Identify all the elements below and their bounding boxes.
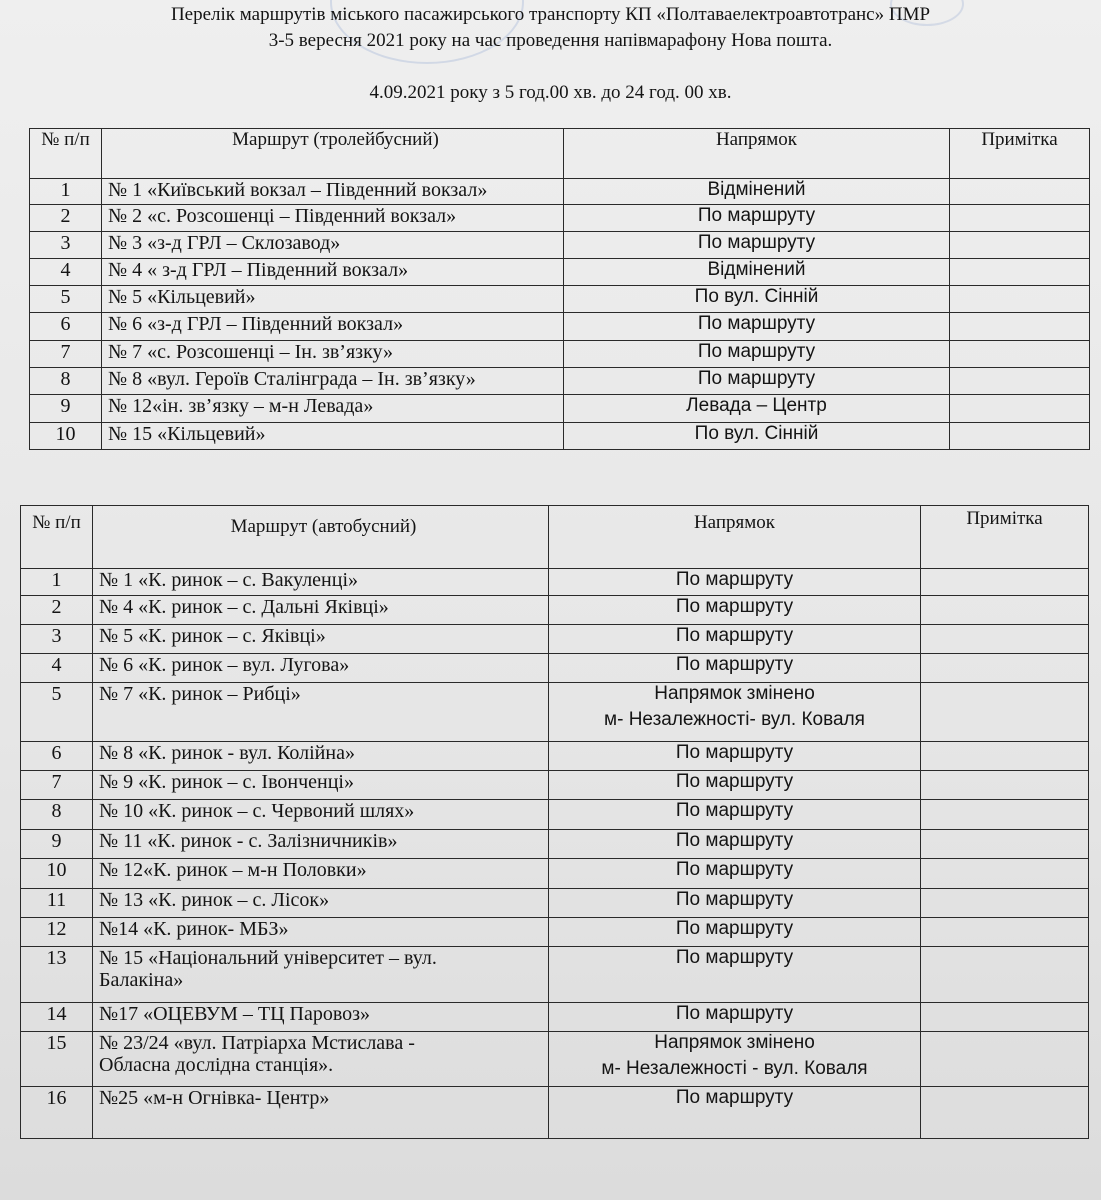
row-number: 5 <box>30 286 102 313</box>
row-route <box>102 205 564 232</box>
table-row <box>30 368 1090 395</box>
row-direction <box>549 1032 921 1087</box>
row-direction <box>549 1087 921 1139</box>
row-route <box>102 259 564 286</box>
row-route <box>93 947 549 1003</box>
header-route: Маршрут (автобусний) <box>93 506 549 569</box>
route-name-continued: Балакіна» <box>99 969 184 991</box>
row-route <box>93 771 549 800</box>
row-direction <box>549 569 921 596</box>
direction-text: Відмінений <box>707 179 806 200</box>
table-row <box>21 625 1089 654</box>
table-header-row <box>21 506 1089 569</box>
row-direction <box>549 625 921 654</box>
row-direction <box>564 205 950 232</box>
row-number: 13 <box>21 947 93 1003</box>
header-route: Маршрут (тролейбусний) <box>102 129 564 179</box>
row-number: 9 <box>21 830 93 859</box>
row-number: 1 <box>21 569 93 596</box>
row-number: 3 <box>30 232 102 259</box>
direction-text: По маршруту <box>675 596 794 617</box>
direction-text: По маршруту <box>697 313 816 334</box>
row-direction <box>549 859 921 889</box>
route-name: № 13 «К. ринок – с. Лісок» <box>99 889 330 911</box>
document-time-range: 4.09.2021 року з 5 год.00 хв. до 24 год. 00 хв. <box>369 82 732 103</box>
row-direction <box>564 286 950 313</box>
header-num: № п/п <box>21 506 93 569</box>
row-number: 12 <box>21 918 93 947</box>
route-name: № 10 «К. ринок – с. Червоний шлях» <box>99 800 415 822</box>
header-direction: Напрямок <box>549 506 921 569</box>
table-row <box>21 889 1089 918</box>
route-name: № 6 «з-д ГРЛ – Південний вокзал» <box>108 313 404 335</box>
direction-text: По вул. Сінній <box>694 423 819 444</box>
row-note <box>921 569 1089 596</box>
table-row <box>21 771 1089 800</box>
table-row <box>21 859 1089 889</box>
table-row <box>21 918 1089 947</box>
row-direction <box>549 947 921 1003</box>
row-number: 6 <box>30 313 102 341</box>
route-name: № 15 «Кільцевий» <box>108 423 266 445</box>
header-direction: Напрямок <box>564 129 950 179</box>
row-note <box>950 395 1090 423</box>
row-route <box>102 395 564 423</box>
row-number: 7 <box>30 341 102 368</box>
direction-text: Відмінений <box>707 259 806 280</box>
direction-text: По вул. Сінній <box>694 286 819 307</box>
row-note <box>921 683 1089 742</box>
row-route <box>93 800 549 830</box>
row-direction <box>564 368 950 395</box>
table-row <box>21 742 1089 771</box>
route-name: № 5 «К. ринок – с. Яківці» <box>99 625 326 647</box>
direction-text: Напрямок змінено <box>654 1032 815 1053</box>
row-number: 14 <box>21 1003 93 1032</box>
row-direction <box>549 654 921 683</box>
row-direction <box>549 596 921 625</box>
route-name: № 7 «К. ринок – Рибці» <box>99 683 301 705</box>
route-name: № 4 «К. ринок – с. Дальні Яківці» <box>99 596 389 618</box>
route-name: №14 «К. ринок- МБЗ» <box>99 918 289 940</box>
row-note <box>921 830 1089 859</box>
row-note <box>921 859 1089 889</box>
row-direction <box>549 742 921 771</box>
row-number: 3 <box>21 625 93 654</box>
direction-text: По маршруту <box>675 889 794 910</box>
table-row <box>21 683 1089 742</box>
table-row <box>30 423 1090 450</box>
row-number: 10 <box>21 859 93 889</box>
route-name: № 7 «с. Розсошенці – Ін. зв’язку» <box>108 341 393 363</box>
row-note <box>950 313 1090 341</box>
table-row <box>30 395 1090 423</box>
table-row <box>21 569 1089 596</box>
direction-text: По маршруту <box>675 625 794 646</box>
table-row <box>21 596 1089 625</box>
row-note <box>921 771 1089 800</box>
direction-text: По маршруту <box>675 654 794 675</box>
row-number: 5 <box>21 683 93 742</box>
route-name: № 8 «вул. Героїв Сталінграда – Ін. зв’язку» <box>108 368 476 390</box>
row-route <box>102 423 564 450</box>
row-note <box>921 654 1089 683</box>
direction-text: По маршруту <box>675 569 794 590</box>
row-note <box>921 1087 1089 1139</box>
direction-text: Напрямок змінено <box>654 683 815 704</box>
table-row <box>30 205 1090 232</box>
direction-text: По маршруту <box>675 830 794 851</box>
route-name: № 15 «Національний університет – вул. <box>99 947 437 969</box>
row-direction <box>549 800 921 830</box>
direction-text: По маршруту <box>675 918 794 939</box>
row-route <box>93 1032 549 1087</box>
row-number: 7 <box>21 771 93 800</box>
direction-text: По маршруту <box>675 947 794 968</box>
row-route <box>102 341 564 368</box>
route-name: № 3 «з-д ГРЛ – Склозавод» <box>108 232 341 254</box>
row-route <box>102 232 564 259</box>
row-direction <box>564 232 950 259</box>
direction-text-detail: м- Незалежності- вул. Коваля <box>604 709 865 730</box>
direction-text: Левада – Центр <box>686 395 827 416</box>
row-direction <box>549 918 921 947</box>
row-note <box>921 889 1089 918</box>
direction-text: По маршруту <box>675 800 794 821</box>
direction-text: По маршруту <box>675 742 794 763</box>
row-note <box>950 232 1090 259</box>
row-direction <box>549 683 921 742</box>
row-note <box>950 259 1090 286</box>
route-name-continued: Обласна дослідна станція». <box>99 1054 334 1076</box>
direction-text: По маршруту <box>675 1003 794 1024</box>
row-number: 6 <box>21 742 93 771</box>
row-number: 2 <box>30 205 102 232</box>
direction-text: По маршруту <box>675 1087 794 1108</box>
table-row <box>21 1087 1089 1139</box>
route-name: №17 «ОЦЕВУМ – ТЦ Паровоз» <box>99 1003 371 1025</box>
row-note <box>950 179 1090 205</box>
direction-text: По маршруту <box>697 232 816 253</box>
table-row <box>30 341 1090 368</box>
route-name: № 12«К. ринок – м-н Половки» <box>99 859 367 881</box>
row-route <box>102 179 564 205</box>
direction-text: По маршруту <box>675 771 794 792</box>
route-name: № 2 «с. Розсошенці – Південний вокзал» <box>108 205 457 227</box>
direction-text-detail: м- Незалежності - вул. Коваля <box>601 1058 868 1079</box>
table-row <box>30 259 1090 286</box>
row-number: 15 <box>21 1032 93 1087</box>
route-name: № 5 «Кільцевий» <box>108 286 256 308</box>
row-number: 16 <box>21 1087 93 1139</box>
row-direction <box>549 771 921 800</box>
row-direction <box>549 889 921 918</box>
route-name: № 12«ін. зв’язку – м-н Левада» <box>108 395 374 417</box>
row-direction <box>549 1003 921 1032</box>
table-row <box>30 313 1090 341</box>
table-row <box>21 800 1089 830</box>
row-number: 11 <box>21 889 93 918</box>
trolleybus-table <box>29 128 1090 450</box>
row-route <box>102 368 564 395</box>
route-name: № 4 « з-д ГРЛ – Південний вокзал» <box>108 259 409 281</box>
row-number: 8 <box>30 368 102 395</box>
row-note <box>950 205 1090 232</box>
table-row <box>21 1032 1089 1087</box>
route-name: № 8 «К. ринок - вул. Колійна» <box>99 742 355 764</box>
row-note <box>950 286 1090 313</box>
row-direction <box>549 830 921 859</box>
row-number: 9 <box>30 395 102 423</box>
row-route <box>93 569 549 596</box>
bus-table <box>20 505 1089 1139</box>
row-route <box>93 859 549 889</box>
header-note: Примітка <box>921 506 1089 569</box>
row-note <box>950 423 1090 450</box>
row-note <box>921 1003 1089 1032</box>
row-direction <box>564 395 950 423</box>
header-note: Примітка <box>950 129 1090 179</box>
row-number: 1 <box>30 179 102 205</box>
row-note <box>950 341 1090 368</box>
row-note <box>921 742 1089 771</box>
row-route <box>93 830 549 859</box>
row-note <box>921 918 1089 947</box>
row-route <box>102 313 564 341</box>
row-note <box>950 368 1090 395</box>
table-row <box>21 1003 1089 1032</box>
row-number: 4 <box>30 259 102 286</box>
route-name: № 9 «К. ринок – с. Івонченці» <box>99 771 354 793</box>
direction-text: По маршруту <box>675 859 794 880</box>
row-route <box>93 918 549 947</box>
route-name: № 1 «Київський вокзал – Південний вокзал» <box>108 179 488 201</box>
row-route <box>93 654 549 683</box>
row-direction <box>564 313 950 341</box>
row-route <box>102 286 564 313</box>
row-route <box>93 742 549 771</box>
table-row <box>21 947 1089 1003</box>
row-number: 10 <box>30 423 102 450</box>
table-row <box>21 830 1089 859</box>
route-name: № 6 «К. ринок – вул. Лугова» <box>99 654 350 676</box>
route-name: №25 «м-н Огнівка- Центр» <box>99 1087 330 1109</box>
direction-text: По маршруту <box>697 368 816 389</box>
table-row <box>30 179 1090 205</box>
route-name: № 23/24 «вул. Патріарха Мстислава - <box>99 1032 415 1054</box>
row-route <box>93 1003 549 1032</box>
table-row <box>30 232 1090 259</box>
route-name: № 11 «К. ринок - с. Залізничників» <box>99 830 398 852</box>
row-number: 2 <box>21 596 93 625</box>
row-route <box>93 1087 549 1139</box>
document-title: Перелік маршрутів міського пасажирського транспорту КП «Полтаваелектроавтотранс» ПМР <box>170 4 931 25</box>
row-route <box>93 596 549 625</box>
row-direction <box>564 423 950 450</box>
direction-text: По маршруту <box>697 341 816 362</box>
row-direction <box>564 259 950 286</box>
route-name: № 1 «К. ринок – с. Вакуленці» <box>99 569 359 591</box>
table-row <box>30 286 1090 313</box>
row-number: 4 <box>21 654 93 683</box>
row-note <box>921 947 1089 1003</box>
row-number: 8 <box>21 800 93 830</box>
row-route <box>93 889 549 918</box>
direction-text: По маршруту <box>697 205 816 226</box>
table-row <box>21 654 1089 683</box>
row-note <box>921 1032 1089 1087</box>
row-note <box>921 625 1089 654</box>
header-num: № п/п <box>30 129 102 179</box>
row-direction <box>564 341 950 368</box>
row-direction <box>564 179 950 205</box>
table-header-row <box>30 129 1090 179</box>
row-note <box>921 800 1089 830</box>
row-route <box>93 683 549 742</box>
document-subtitle: 3-5 вересня 2021 року на час проведення напівмарафону Нова пошта. <box>268 30 833 51</box>
row-route <box>93 625 549 654</box>
row-note <box>921 596 1089 625</box>
